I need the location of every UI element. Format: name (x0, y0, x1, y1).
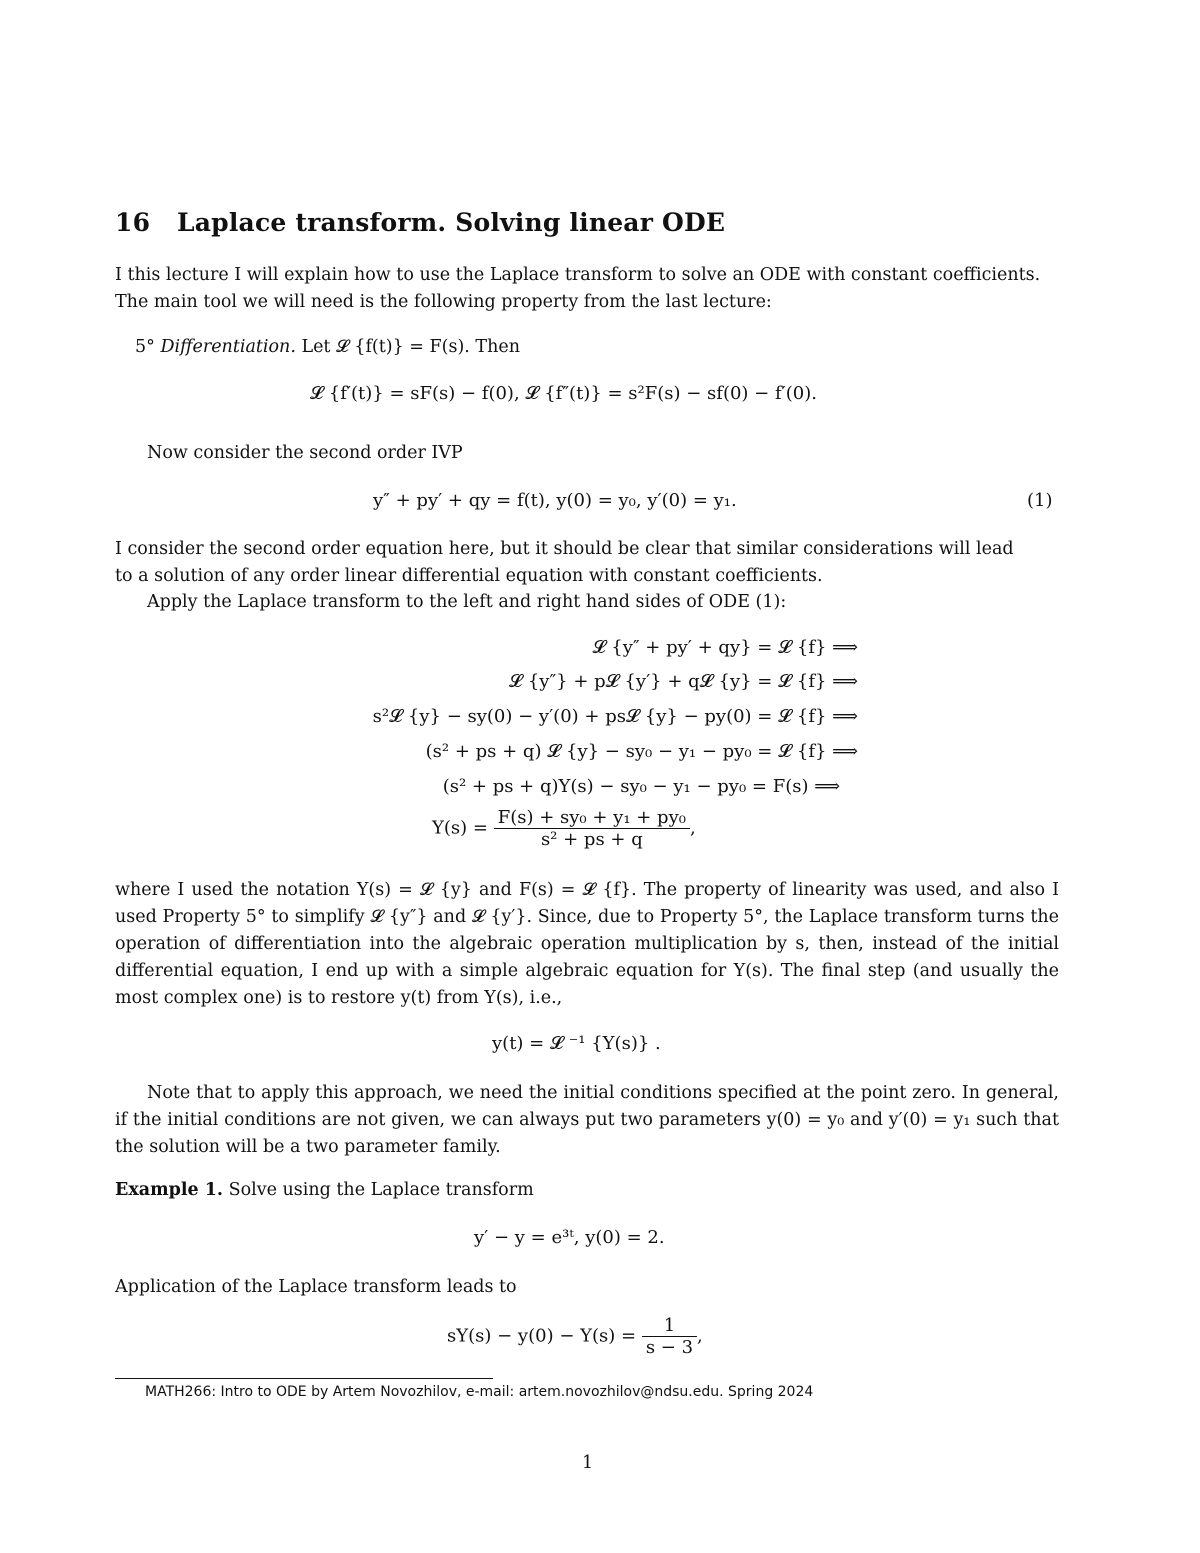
section-title-text: Laplace transform. Solving linear ODE (177, 208, 726, 237)
derivation-row: (s² + ps + q) 𝓛 {y} − sy₀ − y₁ − py₀ = 𝓛 {f} ⟹ (425, 741, 858, 762)
derivation-row: 𝓛 {y″ + py′ + qy} = 𝓛 {f} ⟹ (592, 637, 858, 658)
example-fraction-numerator: 1 (642, 1315, 697, 1337)
equation-tag: (1) (1027, 490, 1053, 511)
example-heading (115, 1177, 534, 1204)
section-number: 16 (115, 208, 151, 237)
fraction-lhs: Y(s) = (432, 817, 488, 839)
inverse-formula: y(t) = 𝓛 ⁻¹ {Y(s)} . (492, 1033, 661, 1054)
fraction (494, 807, 690, 850)
footnote-rule (115, 1378, 493, 1379)
intro-line-1: I this lecture I will explain how to use the Laplace transform to solve an ODE with constant coefficients. (115, 265, 1041, 285)
example-text: Solve using the Laplace transform (223, 1180, 534, 1200)
section-title (115, 208, 725, 237)
para2-line-1: I consider the second order equation here, but it should be clear that similar considerations will lead (115, 539, 1014, 559)
example-fraction (642, 1315, 697, 1358)
derivation-row-fraction (432, 807, 696, 850)
example-fraction-denominator: s − 3 (645, 1337, 694, 1358)
example-eq2-tail: , (697, 1325, 703, 1347)
derivation-row: (s² + ps + q)Y(s) − sy₀ − y₁ − py₀ = F(s) ⟹ (442, 776, 840, 797)
intro-line-2: The main tool we will need is the following property from the last lecture: (115, 292, 772, 312)
fraction-numerator: F(s) + sy₀ + y₁ + py₀ (494, 807, 690, 829)
derivation-row: s²𝓛 {y} − sy(0) − y′(0) + ps𝓛 {y} − py(0) = 𝓛 {f} ⟹ (372, 706, 858, 727)
para3: where I used the notation Y(s) = 𝓛 {y} and F(s) = 𝓛 {f}. The property of linearity was used, and also I used Property 5° to simplify 𝓛 {y″} and 𝓛 {y′}. Since, due to Property 5°, the Laplace transform turns the operation of differentiation into the algebraic operation multiplication by s, then, instead of the initial differential equation, I end up with a simple algebraic equation for Y(s). The final step (and usually the most complex one) is to restore y(t) from Y(s), i.e., (115, 880, 1059, 1008)
fraction-denominator: s² + ps + q (540, 829, 643, 850)
para2-line-3: Apply the Laplace transform to the left and right hand sides of ODE (1): (147, 592, 787, 612)
para2-line-2: to a solution of any order linear differential equation with constant coefficients. (115, 566, 823, 586)
example-equation-2 (447, 1315, 703, 1358)
example-equation: y′ − y = e³ᵗ, y(0) = 2. (474, 1227, 665, 1248)
fraction-tail: , (689, 817, 696, 839)
example-label: Example 1. (115, 1180, 224, 1200)
derivation-row: 𝓛 {y″} + p𝓛 {y′} + q𝓛 {y} = 𝓛 {f} ⟹ (509, 671, 858, 692)
example-eq2-lhs: sY(s) − y(0) − Y(s) = (447, 1325, 637, 1347)
page-number: 1 (582, 1453, 594, 1473)
property-label: 5° (135, 337, 161, 357)
footnote: MATH266: Intro to ODE by Artem Novozhilov, e-mail: artem.novozhilov@ndsu.edu. Spring 2024 (145, 1384, 814, 1400)
example-after: Application of the Laplace transform leads to (115, 1277, 517, 1297)
property-formula: 𝓛 {f′(t)} = sF(s) − f(0), 𝓛 {f″(t)} = s²F(s) − sf(0) − f′(0). (310, 383, 817, 404)
ivp-intro: Now consider the second order IVP (147, 443, 463, 463)
para4: Note that to apply this approach, we need the initial conditions specified at the point zero. In general, if the initial conditions are not given, we can always put two parameters y(0) = y₀ and y′(0) = y₁ such that the solution will be a two parameter family. (115, 1083, 1059, 1157)
property-line (135, 334, 520, 361)
ivp-equation: y″ + py′ + qy = f(t), y(0) = y₀, y′(0) = y₁. (373, 490, 737, 511)
property-text: Let 𝓛 {f(t)} = F(s). Then (295, 337, 521, 357)
property-name: Differentiation. (160, 337, 296, 357)
